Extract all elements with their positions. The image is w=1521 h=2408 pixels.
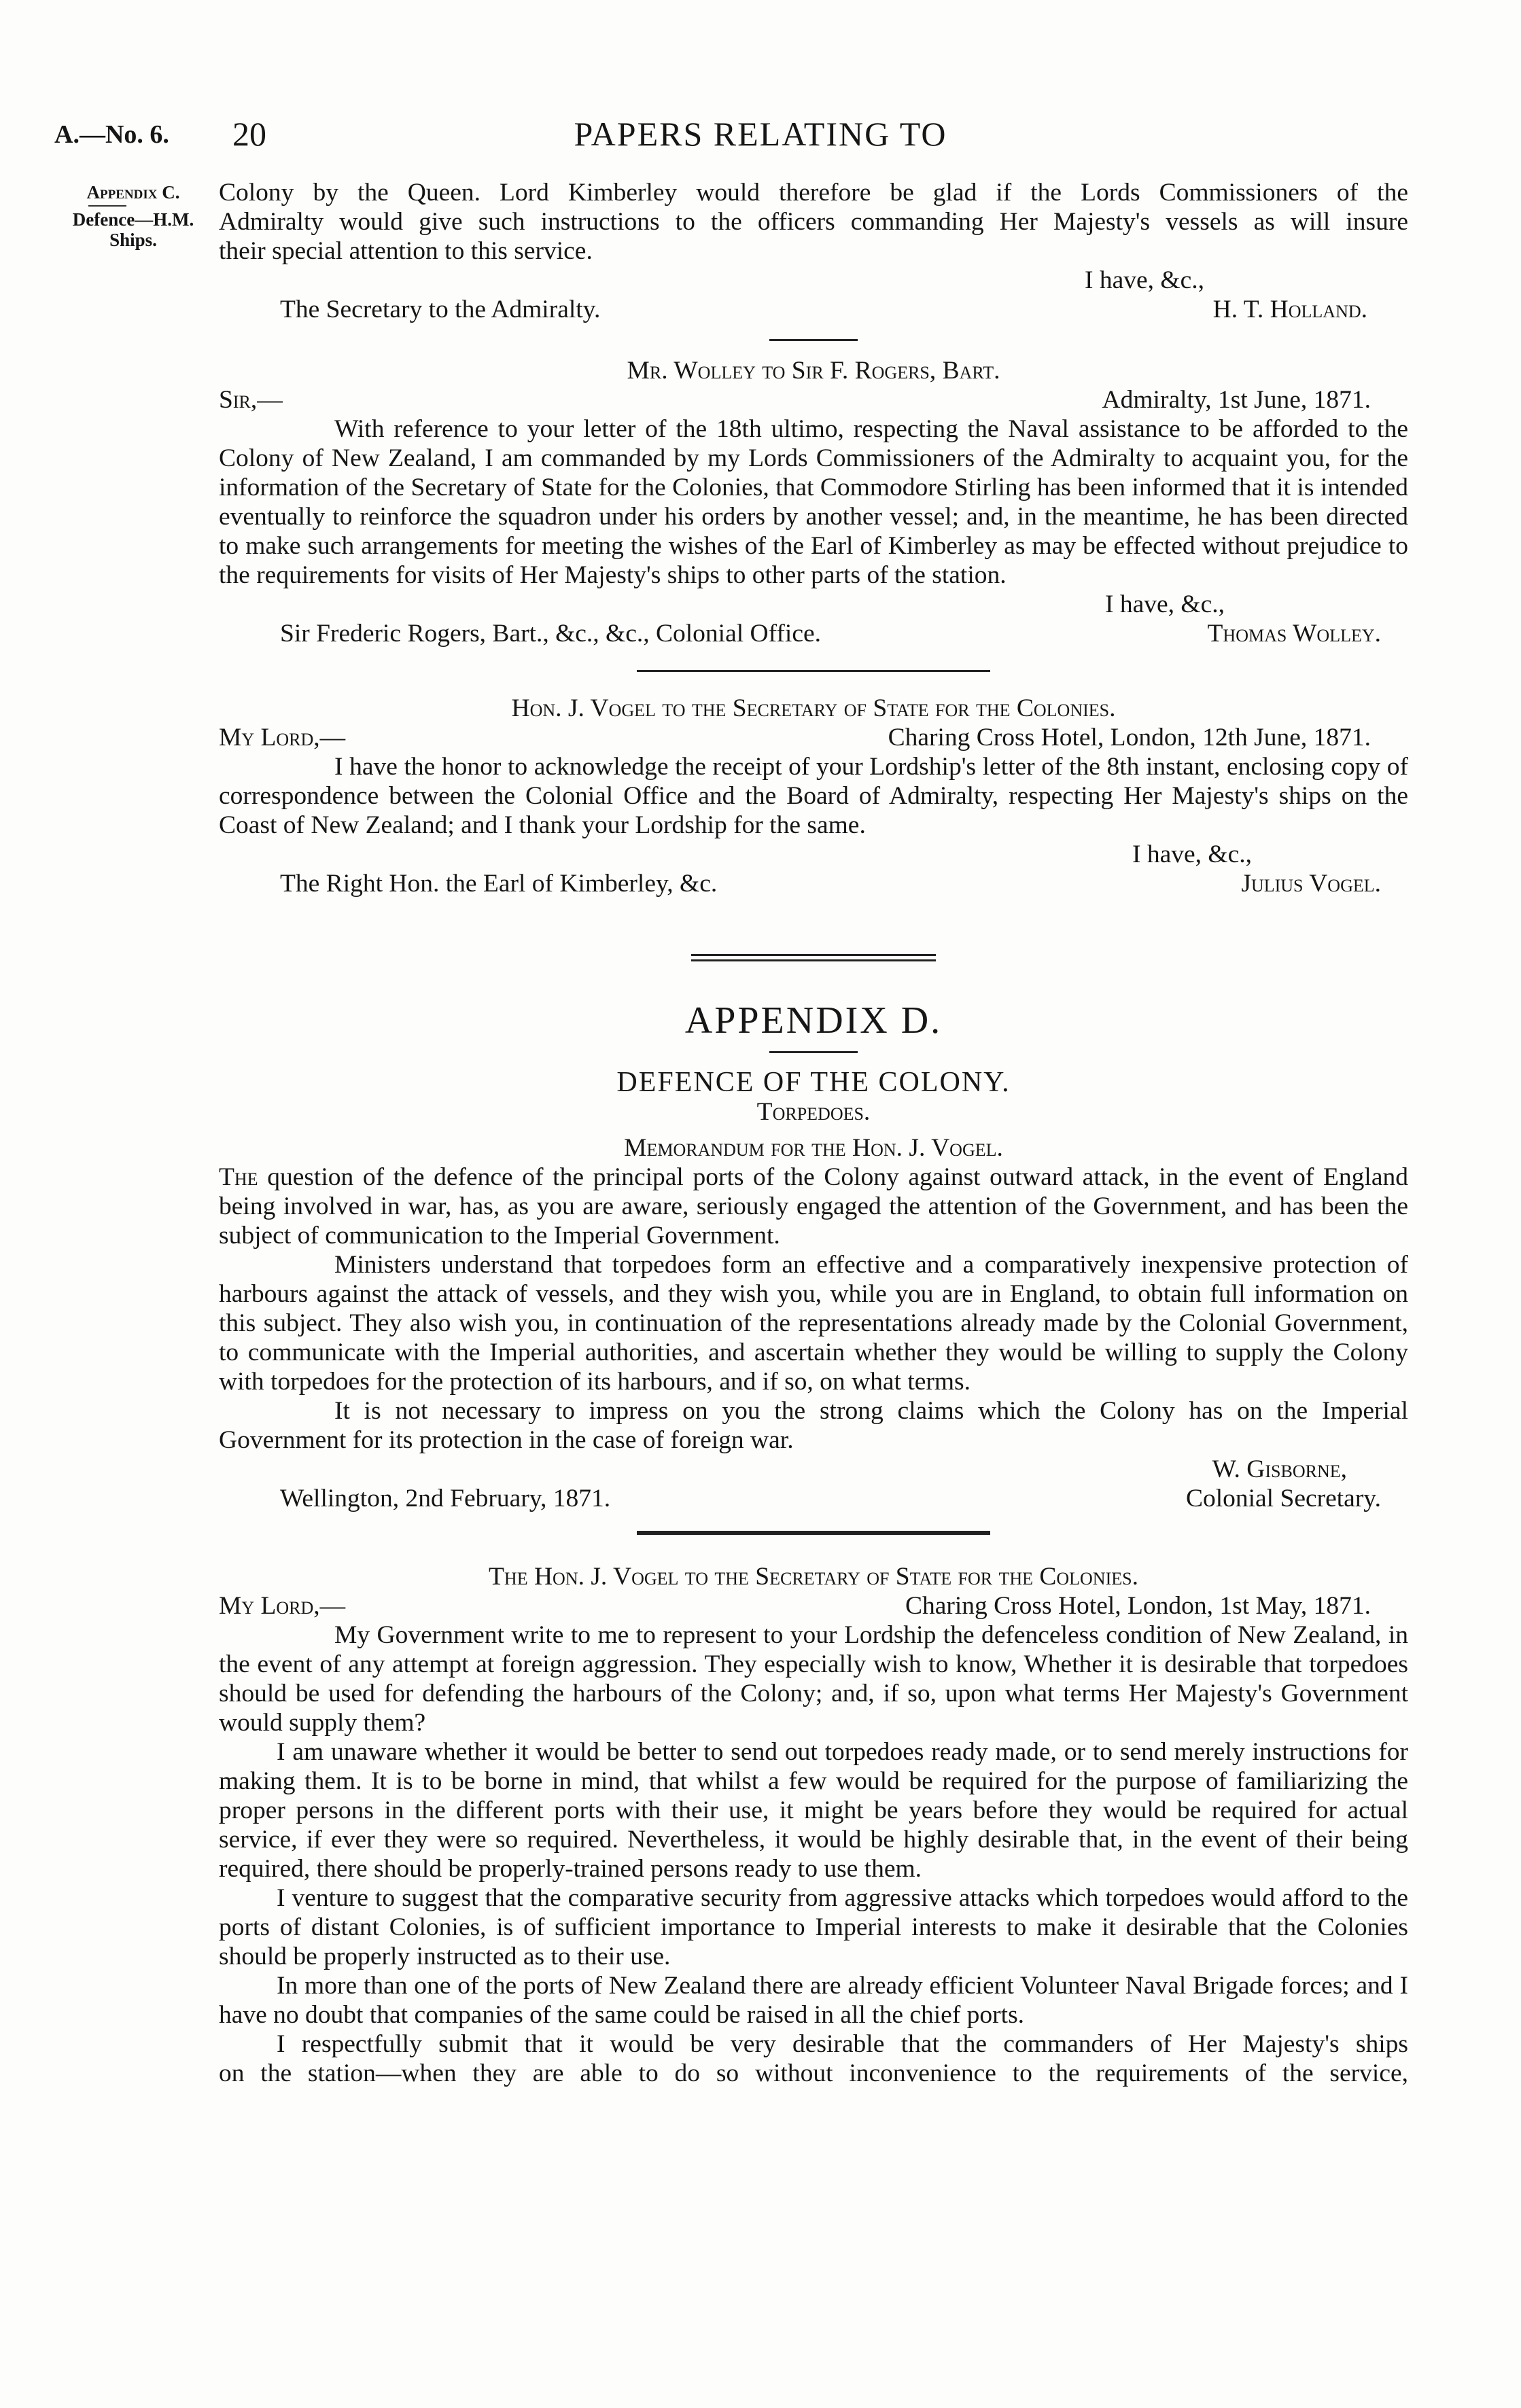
- appendix-subtitle: DEFENCE OF THE COLONY.: [616, 1067, 1011, 1098]
- letter-place-date: Charing Cross Hotel, London, 12th June, 1871.: [888, 724, 1371, 751]
- memo-paragraph: [219, 1163, 1408, 1250]
- letter-signature: Thomas Wolley.: [1207, 620, 1381, 648]
- letter-wolley: [219, 356, 1408, 648]
- letter-line: I respectfully submit that it would be very desirable that the commanders of Her Majesty's ships: [277, 2030, 1408, 2058]
- letter-paragraph: With reference to your letter of the 18th ultimo, respecting the Naval assistance to be afforded to the Colony of New Zealand, I am commanded by my Lords Commissioners of the Admiralty to acquaint you, for the information of the Secretary of State for the Colonies, that Commodore Stirling has been informed that it is intended eventually to reinforce the squadron under his orders by another vessel; and, in the meantime, he has been directed to make such arrangements for meeting the wishes of the Earl of Kimberley as may be effected without prejudice to the requirements for visits of Her Majesty's ships to other parts of the station.: [219, 415, 1408, 589]
- memo-signatory-title: Colonial Secretary.: [1185, 1485, 1381, 1512]
- appendix-title: APPENDIX D.: [684, 999, 943, 1042]
- letter-line: on the station—when they are able to do so without inconvenience to the requirements of the service,: [219, 2059, 1408, 2087]
- margin-note: [41, 182, 226, 250]
- letter-closing: I have, &c.,: [1105, 590, 1225, 618]
- letter-footer: [219, 869, 1408, 898]
- letter-line: their special attention to this service.: [219, 237, 593, 265]
- separator-rule: [637, 670, 990, 672]
- memo-heading: Memorandum for the Hon. J. Vogel.: [624, 1134, 1003, 1162]
- memo-first-word: The: [219, 1163, 258, 1191]
- letter-heading: Mr. Wolley to Sir F. Rogers, Bart.: [627, 357, 1000, 385]
- letter-heading: Hon. J. Vogel to the Secretary of State for the Colonies.: [511, 694, 1116, 722]
- memo-footer: [219, 1484, 1408, 1513]
- letter-paragraph: In more than one of the ports of New Zealand there are already efficient Volunteer Naval Brigade forces; and I have no doubt that companies of the same could be raised in all the chief ports.: [219, 1972, 1408, 2029]
- letter-closing: I have, &c.,: [1085, 266, 1204, 294]
- margin-note-subject: Defence—H.M.: [72, 209, 194, 230]
- letter-salutation-row: [219, 1591, 1408, 1621]
- letter-footer: [219, 619, 1408, 648]
- letter-salutation: My Lord,—: [219, 1592, 346, 1620]
- document-body: [219, 178, 1408, 2088]
- letter-addressee: Sir Frederic Rogers, Bart., &c., &c., Colonial Office.: [280, 620, 821, 648]
- letter-signature: Julius Vogel.: [1241, 870, 1381, 898]
- letter-salutation: My Lord,—: [219, 724, 346, 751]
- letter-place-date: Charing Cross Hotel, London, 1st May, 1871.: [905, 1592, 1371, 1620]
- letter-paragraph: I am unaware whether it would be better to send out torpedoes ready made, or to send merely instructions for making them. It is to be borne in mind, that whilst a few would be required for the purpose of familiarizing the proper persons in the different ports with their use, it might be years before they would be required for actual service, if ever they were so required. Nevertheless, it would be highly desirable that, in the event of their being required, there should be properly-trained persons ready to use them.: [219, 1738, 1408, 1883]
- letter-paragraph: I venture to suggest that the comparative security from aggressive attacks which torpedoes would afford to the ports of distant Colonies, is of sufficient importance to Imperial interests to make it desirable that the Colonies should be properly instructed as to their use.: [219, 1884, 1408, 1970]
- memo-paragraph: It is not necessary to impress on you the strong claims which the Colony has on the Imperial Government for its protection in the case of foreign war.: [219, 1397, 1408, 1454]
- heavy-rule: [637, 1531, 990, 1535]
- letter-salutation: Sir,—: [219, 386, 283, 414]
- appendix-topic: Torpedoes.: [756, 1098, 871, 1126]
- letter-salutation-row: [219, 385, 1408, 414]
- memo-signature: W. Gisborne,: [1212, 1455, 1347, 1483]
- letter-addressee: The Secretary to the Admiralty.: [280, 296, 601, 323]
- memo-place-date: Wellington, 2nd February, 1871.: [280, 1485, 611, 1512]
- margin-note-appendix: Appendix C.: [86, 182, 180, 202]
- double-rule: [691, 954, 936, 961]
- letter-line: Colony by the Queen. Lord Kimberley would therefore be glad if the Lords Commissioners of the: [219, 179, 1408, 207]
- letter-vogel-june: [219, 694, 1408, 898]
- letter-holland: [219, 178, 1408, 324]
- margin-note-dash: [88, 205, 126, 207]
- running-title: PAPERS RELATING TO: [574, 115, 947, 153]
- page-number: 20: [232, 115, 266, 153]
- letter-vogel-may: [219, 1562, 1408, 2088]
- letter-signature: H. T. Holland.: [1212, 296, 1367, 323]
- appendix-d: [219, 997, 1408, 1513]
- letter-paragraph: My Government write to me to represent to your Lordship the defenceless condition of New Zealand, in the event of any attempt at foreign aggression. They especially wish to know, Whether it is desirable that torpedoes should be used for defending the harbours of the Colony; and, if so, upon what terms Her Majesty's Government would supply them?: [219, 1621, 1408, 1737]
- memo-paragraph-text: question of the defence of the principal ports of the Colony against outward attack, in the event of England being involved in war, has, as you are aware, seriously engaged the attention of the Government, and has been the subject of communication to the Imperial Government.: [219, 1163, 1408, 1250]
- letter-footer: [219, 295, 1408, 324]
- separator-rule: [769, 339, 858, 341]
- letter-closing: I have, &c.,: [1132, 840, 1252, 868]
- margin-note-subject-cont: Ships.: [109, 230, 157, 250]
- memo-paragraph: Ministers understand that torpedoes form an effective and a comparatively inexpensive protection of harbours against the attack of vessels, and they wish you, while you are in England, to obtain full information on this subject. They also wish you, in continuation of the representations already made by the Colonial Government, to communicate with the Imperial authorities, and ascertain whether they would be willing to supply the Colony with torpedoes for the protection of its harbours, and if so, on what terms.: [219, 1251, 1408, 1396]
- letter-place-date: Admiralty, 1st June, 1871.: [1102, 386, 1371, 414]
- letter-salutation-row: [219, 723, 1408, 752]
- letter-heading: The Hon. J. Vogel to the Secretary of State for the Colonies.: [489, 1563, 1138, 1591]
- running-header: [54, 114, 1467, 155]
- letter-line: Admiralty would give such instructions to the officers commanding Her Majesty's vessels as will insure: [219, 208, 1408, 236]
- separator-rule: [769, 1051, 858, 1053]
- letter-paragraph: I have the honor to acknowledge the receipt of your Lordship's letter of the 8th instant, enclosing copy of correspondence between the Colonial Office and the Board of Admiralty, respecting Her Majesty's ships on the Coast of New Zealand; and I thank your Lordship for the same.: [219, 753, 1408, 839]
- letter-addressee: The Right Hon. the Earl of Kimberley, &c.: [280, 870, 718, 898]
- paper-reference: A.—No. 6.: [54, 120, 169, 149]
